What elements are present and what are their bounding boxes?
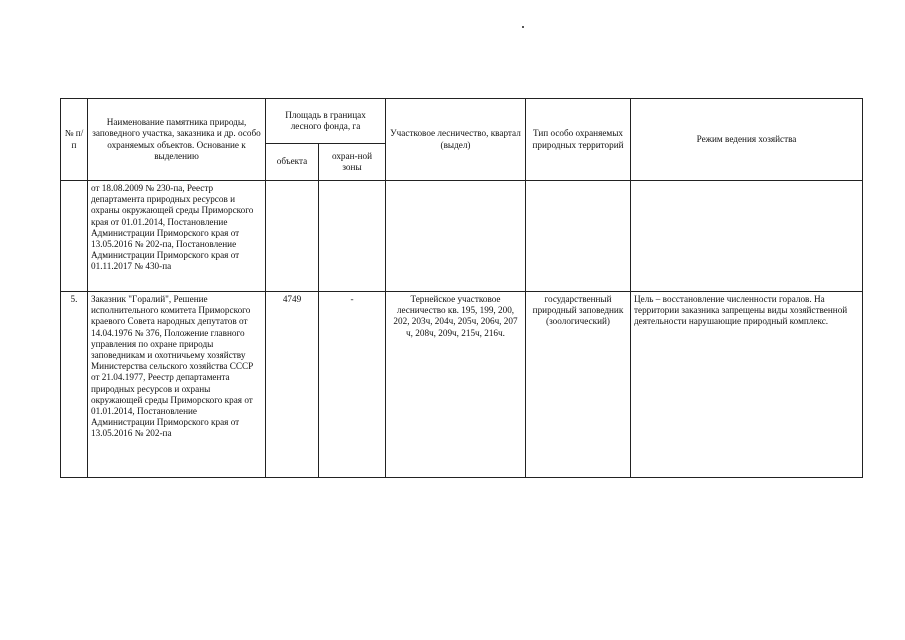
header-num: № п/п — [61, 99, 88, 181]
protected-areas-table — [60, 98, 863, 478]
row-name: Заказник "Гoралий", Решение исполнительного комитета Приморского краевого Совета народных депутатов от 14.04.1976 № 376, Положение главного управления по охране природы заповедникам и охотничьему хозяйству Министерства сельского хозяйства СССР от 21.04.1977, Реестр департамента природных ресурсов и охраны окружающей среды Приморского края от 01.01.2014, Постановление Администрации Приморского края от 13.05.2016 № 202-па — [88, 292, 266, 478]
row-area-zone — [319, 181, 386, 292]
scan-speck — [522, 26, 524, 28]
header-area: Площадь в границах лесного фонда, га — [266, 99, 386, 144]
row-mode — [631, 181, 863, 292]
row-name: от 18.08.2009 № 230-па, Реестр департамента природных ресурсов и охраны окружающей среды Приморского края от 01.01.2014, Постановление Администрации Приморского края от 13.05.2016 № 202-па, Постановление Администрации Приморского края от 01.11.2017 № 430-па — [88, 181, 266, 292]
row-area-object — [266, 181, 319, 292]
row-type — [526, 181, 631, 292]
row-num — [61, 181, 88, 292]
row-forestry: Тернейское участковое лесничество кв. 195, 199, 200, 202, 203ч, 204ч, 205ч, 206ч, 207 ч, 208ч, 209ч, 215ч, 216ч. — [386, 292, 526, 478]
table-row — [61, 181, 863, 292]
row-num: 5. — [61, 292, 88, 478]
row-area-object: 4749 — [266, 292, 319, 478]
table-row — [61, 292, 863, 478]
header-name: Наименование памятника природы, заповедного участка, заказника и др. особо охраняемых объектов. Основание к выделению — [88, 99, 266, 181]
header-forestry: Участковое лесничество, квартал (выдел) — [386, 99, 526, 181]
header-area-zone: охран-ной зоны — [319, 144, 386, 181]
header-mode: Режим ведения хозяйства — [631, 99, 863, 181]
header-row — [61, 99, 863, 144]
row-forestry — [386, 181, 526, 292]
row-type: государственный природный заповедник (зоологический) — [526, 292, 631, 478]
row-mode: Цель – восстановление численности горалов. На территории заказника запрещены виды хозяйственной деятельности нарушающие природный комплекс. — [631, 292, 863, 478]
header-type: Тип особо охраняемых природных территорий — [526, 99, 631, 181]
row-area-zone: - — [319, 292, 386, 478]
header-area-object: объекта — [266, 144, 319, 181]
